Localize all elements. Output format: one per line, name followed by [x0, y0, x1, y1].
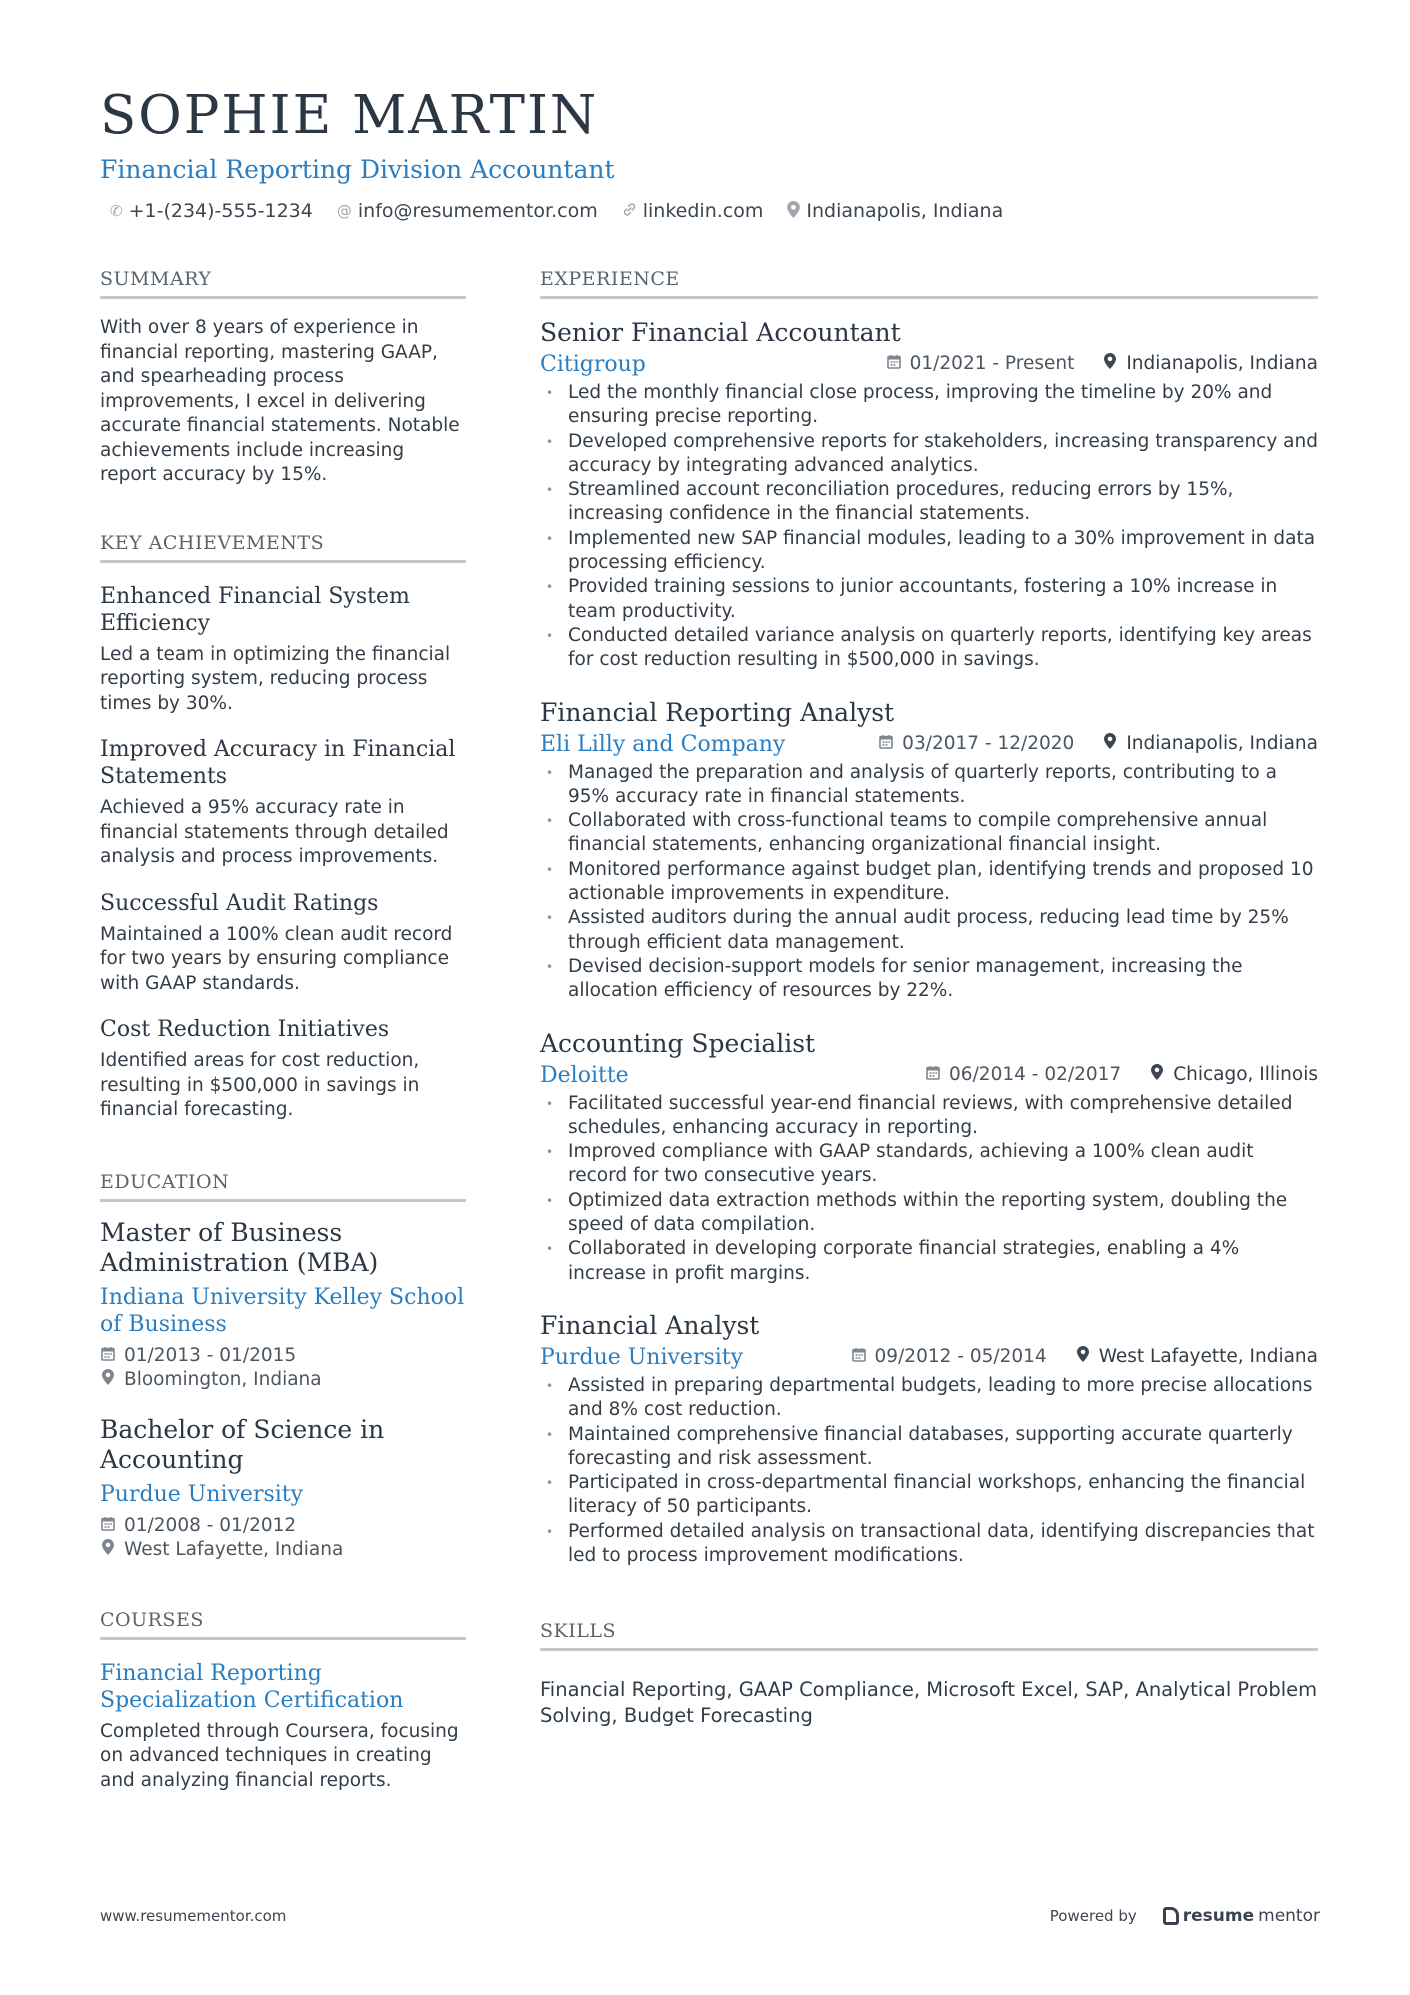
job-location-text: Indianapolis, Indiana	[1126, 353, 1318, 375]
edu-dates	[100, 1344, 466, 1369]
resume-header	[100, 84, 1320, 222]
job-location-text: Indianapolis, Indiana	[1126, 732, 1318, 754]
job-title: Senior Financial Accountant	[540, 318, 901, 347]
job-bullet: • Provided training sessions to junior accountants, fostering a 10% increase in team productivity.	[540, 575, 1318, 624]
calendar-icon	[878, 732, 894, 757]
job-bullets	[540, 381, 1318, 673]
footer-website[interactable]: www.resumementor.com	[100, 1907, 287, 1925]
calendar-icon	[100, 1514, 116, 1539]
job-bullet: • Performed detailed analysis on transactional data, identifying discrepancies that led to process improvement modifications.	[540, 1520, 1318, 1569]
skills-text: Financial Reporting, GAAP Compliance, Microsoft Excel, SAP, Analytical Problem Solving, Budget Forecasting	[540, 1678, 1318, 1728]
calendar-icon	[100, 1344, 116, 1369]
right-column	[540, 268, 1318, 1729]
job-title: Financial Analyst	[540, 1310, 760, 1340]
job-meta	[886, 352, 1318, 377]
job-meta	[878, 732, 1318, 757]
candidate-title: Financial Reporting Division Accountant	[100, 155, 615, 184]
summary-heading: SUMMARY	[100, 268, 466, 299]
achievement-title: Successful Audit Ratings	[100, 890, 379, 916]
job-dates-text: 03/2017 - 12/2020	[902, 732, 1075, 754]
job-bullet: • Monitored performance against budget plan, identifying trends and proposed 10 actionable improvements in expenditure.	[540, 858, 1318, 907]
job-meta	[851, 1345, 1318, 1370]
job-title: Financial Reporting Analyst	[540, 697, 895, 727]
edu-dates-text: 01/2013 - 01/2015	[124, 1344, 297, 1366]
phone-text: +1-(234)-555-1234	[128, 200, 313, 222]
job-bullet: • Assisted in preparing departmental budgets, leading to more precise allocations and 8% cost reduction.	[540, 1374, 1318, 1423]
edu-school: Purdue University	[100, 1481, 304, 1507]
job-entry	[540, 1310, 1318, 1568]
job-entry	[540, 697, 1318, 1004]
contact-linkedin[interactable]	[622, 200, 764, 222]
job-bullet: • Improved compliance with GAAP standards, achieving a 100% clean audit record for two consecutive years.	[540, 1140, 1318, 1189]
edu-school: Indiana University Kelley School of Business	[100, 1284, 465, 1337]
education-item	[100, 1218, 466, 1393]
brand-logo[interactable]	[1163, 1906, 1320, 1926]
edu-dates-text: 01/2008 - 01/2012	[124, 1514, 297, 1536]
job-bullet: • Streamlined account reconciliation procedures, reducing errors by 15%, increasing confidence in the financial statements.	[540, 478, 1318, 527]
job-bullet: • Led the monthly financial close process, improving the timeline by 20% and ensuring precise reporting.	[540, 381, 1318, 430]
job-location	[1075, 1345, 1318, 1370]
job-bullet: • Conducted detailed variance analysis on quarterly reports, identifying key areas for cost reduction resulting in $500,000 in savings.	[540, 624, 1318, 673]
edu-location	[100, 1368, 466, 1393]
job-subheader	[540, 1345, 1318, 1370]
job-subheader	[540, 732, 1318, 757]
job-bullets	[540, 1092, 1318, 1286]
contact-email[interactable]	[337, 200, 598, 222]
job-location	[1102, 732, 1318, 757]
job-dates-text: 06/2014 - 02/2017	[949, 1063, 1122, 1085]
location-pin-icon	[787, 201, 800, 222]
link-icon	[622, 202, 637, 221]
achievement-item	[100, 736, 466, 870]
experience-section	[540, 268, 1318, 1568]
calendar-icon	[851, 1345, 867, 1370]
location-pin-icon	[100, 1538, 116, 1563]
job-location-text: Chicago, Illinois	[1173, 1063, 1318, 1085]
location-pin-icon	[1075, 1345, 1091, 1370]
achievements-section	[100, 532, 466, 1123]
achievement-desc: Maintained a 100% clean audit record for two years by ensuring compliance with GAAP standards.	[100, 923, 453, 994]
phone-icon: ✆	[110, 202, 123, 220]
education-item	[100, 1415, 466, 1563]
job-bullet: • Facilitated successful year-end financial reviews, with comprehensive detailed schedules, enhancing accuracy in reporting.	[540, 1092, 1318, 1141]
contact-phone[interactable]	[110, 200, 313, 222]
edu-dates	[100, 1514, 466, 1539]
job-bullet: • Implemented new SAP financial modules, leading to a 30% improvement in data processing efficiency.	[540, 527, 1318, 576]
linkedin-text: linkedin.com	[642, 200, 764, 222]
job-bullet: • Developed comprehensive reports for stakeholders, increasing transparency and accuracy by integrating advanced analytics.	[540, 430, 1318, 479]
job-bullet: • Devised decision-support models for senior management, increasing the allocation efficiency of resources by 22%.	[540, 955, 1318, 1004]
skills-heading: SKILLS	[540, 1620, 1318, 1651]
job-dates-text: 09/2012 - 05/2014	[874, 1346, 1047, 1368]
powered-by-label: Powered by	[1049, 1907, 1137, 1925]
job-company: Citigroup	[540, 352, 646, 377]
job-bullet: • Participated in cross-departmental financial workshops, enhancing the financial literacy of 50 participants.	[540, 1471, 1318, 1520]
summary-text: With over 8 years of experience in financial reporting, mastering GAAP, and spearheading process improvements, I excel in delivering accurate financial statements. Notable achievements include increasing report accuracy by 15%.	[100, 317, 460, 485]
job-location-text: West Lafayette, Indiana	[1098, 1346, 1318, 1368]
job-dates	[925, 1063, 1121, 1088]
location-text: Indianapolis, Indiana	[806, 200, 1004, 222]
edu-degree: Master of Business Administration (MBA)	[100, 1217, 379, 1277]
job-entry	[540, 1028, 1318, 1286]
email-text: info@resumementor.com	[357, 200, 598, 222]
achievement-title: Cost Reduction Initiatives	[100, 1017, 390, 1042]
calendar-icon	[886, 352, 902, 377]
at-icon: @	[336, 202, 352, 220]
job-company: Deloitte	[540, 1062, 629, 1088]
location-pin-icon	[1102, 732, 1118, 757]
location-pin-icon	[100, 1368, 116, 1393]
achievement-item	[100, 1016, 466, 1123]
edu-degree: Bachelor of Science in Accounting	[100, 1414, 385, 1474]
job-company: Purdue University	[540, 1344, 744, 1370]
experience-heading: EXPERIENCE	[540, 268, 1318, 299]
education-section	[100, 1171, 466, 1563]
achievement-desc: Identified areas for cost reduction, resulting in $500,000 in savings in financial forecasting.	[100, 1050, 420, 1120]
job-bullet: • Assisted auditors during the annual audit process, reducing lead time by 25% through efficient data management.	[540, 906, 1318, 955]
edu-location-text: West Lafayette, Indiana	[124, 1539, 344, 1560]
edu-location	[100, 1538, 466, 1563]
course-desc: Completed through Coursera, focusing on advanced techniques in creating and analyzing financial reports.	[100, 1720, 459, 1791]
job-bullet: • Maintained comprehensive financial databases, supporting accurate quarterly forecasting and risk assessment.	[540, 1423, 1318, 1472]
page-footer	[100, 1906, 1320, 1926]
job-bullets	[540, 1374, 1318, 1568]
courses-section	[100, 1609, 466, 1794]
powered-by	[1050, 1906, 1320, 1926]
achievement-item	[100, 890, 466, 997]
job-location	[1102, 352, 1318, 377]
job-dates-text: 01/2021 - Present	[909, 353, 1075, 375]
job-dates	[851, 1345, 1047, 1370]
brand-main: resume	[1182, 1906, 1255, 1926]
job-dates	[878, 732, 1074, 757]
job-subheader	[540, 352, 1318, 377]
education-heading: EDUCATION	[100, 1171, 466, 1202]
achievement-title: Improved Accuracy in Financial Statements	[100, 737, 456, 789]
location-pin-icon	[1102, 352, 1118, 377]
candidate-name: SOPHIE MARTIN	[100, 85, 599, 146]
achievement-desc: Achieved a 95% accuracy rate in financial statements through detailed analysis and process improvements.	[100, 797, 449, 867]
job-bullet: • Optimized data extraction methods within the reporting system, doubling the speed of data compilation.	[540, 1189, 1318, 1238]
achievement-desc: Led a team in optimizing the financial reporting system, reducing process times by 30%.	[100, 643, 451, 714]
left-column	[100, 268, 466, 1793]
contact-location	[787, 200, 1003, 222]
job-entry	[540, 317, 1318, 673]
edu-location-text: Bloomington, Indiana	[124, 1369, 322, 1390]
job-bullet: • Collaborated in developing corporate financial strategies, enabling a 4% increase in profit margins.	[540, 1237, 1318, 1286]
job-bullet: • Managed the preparation and analysis of quarterly reports, contributing to a 95% accuracy rate in financial statements.	[540, 761, 1318, 810]
skills-section	[540, 1620, 1318, 1729]
job-title: Accounting Specialist	[540, 1028, 816, 1058]
summary-section	[100, 268, 466, 488]
contact-bar	[100, 200, 1320, 222]
course-title: Financial Reporting Specialization Certification	[100, 1660, 404, 1713]
location-pin-icon	[1149, 1063, 1165, 1088]
job-meta	[925, 1063, 1318, 1088]
job-company: Eli Lilly and Company	[540, 731, 786, 757]
job-subheader	[540, 1063, 1318, 1088]
job-dates	[886, 352, 1075, 377]
brand-mark-icon	[1163, 1907, 1179, 1925]
calendar-icon	[925, 1063, 941, 1088]
courses-heading: COURSES	[100, 1609, 466, 1640]
achievement-item	[100, 583, 466, 717]
achievements-heading: KEY ACHIEVEMENTS	[100, 532, 466, 563]
job-location	[1149, 1063, 1318, 1088]
brand-soft: mentor	[1258, 1906, 1320, 1926]
job-bullets	[540, 761, 1318, 1004]
job-bullet: • Collaborated with cross-functional teams to compile comprehensive annual financial statements, enhancing organizational financial insight.	[540, 809, 1318, 858]
achievement-title: Enhanced Financial System Efficiency	[100, 583, 410, 636]
